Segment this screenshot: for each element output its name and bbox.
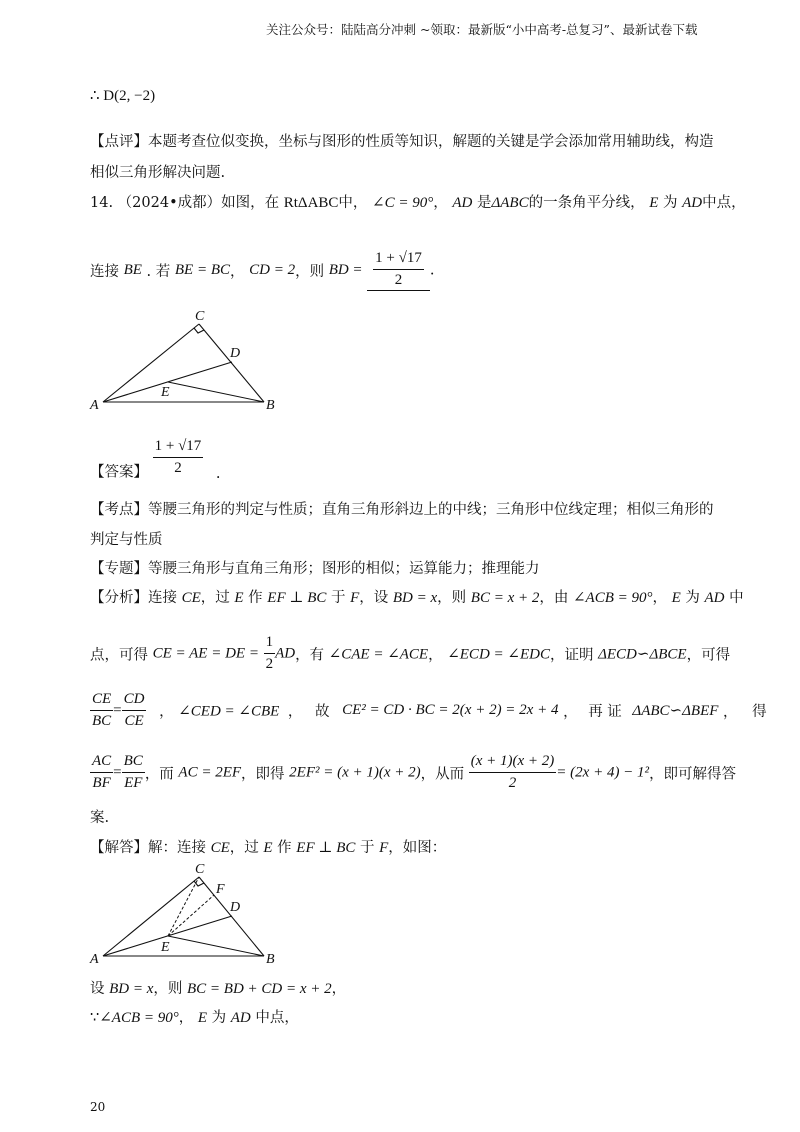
- q-text: ，: [433, 195, 448, 211]
- fx-t: ，由: [539, 590, 569, 606]
- sol-t: 为: [211, 1010, 227, 1026]
- fx-t: 再 证: [588, 704, 622, 721]
- answer-numerator: 1 + √17: [153, 438, 204, 458]
- sol-t: 中点，: [255, 1010, 299, 1026]
- frac-num: (x + 1)(x + 2): [469, 753, 557, 773]
- sol-t: ，: [178, 1010, 194, 1026]
- fx-m: ΔECD∽ΔBCE: [598, 646, 687, 663]
- comment-text: 本题考查位似变换，坐标与图形的性质等知识，解题的关键是学会添加常用辅助线，构造: [148, 134, 714, 150]
- fx-t: ，: [287, 704, 303, 721]
- fx-t: ，: [563, 704, 578, 721]
- solution-line-1: [90, 977, 346, 998]
- fx-m: ΔABC∽ΔBEF: [632, 703, 719, 720]
- q-text: 为: [662, 195, 678, 211]
- fx-t: ，证明: [549, 647, 594, 664]
- solution-line-2: [90, 1006, 299, 1027]
- comment-line-2: 相似三角形解决问题.: [90, 165, 226, 181]
- fx-m: =: [113, 702, 122, 719]
- frac-num: BC: [122, 753, 145, 773]
- fx-m: ∠ACB = 90°: [572, 590, 653, 606]
- fx-m: = (2x + 4) − 1²: [556, 764, 650, 781]
- q-angle-c: ∠C = 90°: [372, 195, 434, 211]
- fx-m: E: [671, 590, 681, 606]
- jd-m: F: [379, 840, 389, 856]
- fx-t: ，过: [200, 590, 230, 606]
- fx-frac-bc-ef: [122, 753, 145, 793]
- fx-t: ，: [428, 647, 443, 664]
- q-text: 如图，在: [221, 195, 280, 211]
- q-tri-rt: RtΔABC: [283, 195, 339, 211]
- fx-m: F: [350, 590, 360, 606]
- fig2-label-b: B: [266, 952, 275, 967]
- figure-2-triangle: [88, 858, 288, 968]
- question-line-1: [90, 191, 746, 212]
- fx-t: ，而: [144, 766, 174, 783]
- fenxi-line-4: [90, 753, 736, 793]
- fx-t: ，则: [437, 590, 467, 606]
- fx-t: ，即可解得答: [649, 766, 737, 783]
- fx-t: ，可得: [686, 647, 731, 664]
- fx-t: ，设: [359, 590, 389, 606]
- fig2-label-a: A: [90, 952, 99, 967]
- frac-den: 2: [508, 775, 517, 792]
- fx-m: E: [234, 590, 244, 606]
- blank-numerator: 1 + √17: [373, 250, 424, 270]
- fx-m: ∠ECD = ∠EDC: [447, 646, 550, 663]
- sol-m: AD: [230, 1010, 251, 1026]
- fx-t: ，: [159, 704, 174, 721]
- q-be: BE: [123, 261, 142, 278]
- fx-m: AC = 2EF: [178, 764, 242, 781]
- jd-t: ，过: [229, 840, 259, 856]
- previous-conclusion: ∴ D(2, −2): [90, 88, 156, 104]
- fenxi-line-5: 案.: [90, 810, 110, 826]
- fx-frac-product: [469, 753, 557, 793]
- kaodian-text: 等腰三角形的判定与性质；直角三角形斜边上的中线；三角形中位线定理；相似三角形的: [148, 502, 714, 518]
- answer-denominator: 2: [174, 460, 182, 477]
- fx-frac-ac-bf: [90, 753, 113, 793]
- fig1-label-d: D: [230, 346, 241, 361]
- sol-m: ∠ACB = 90°: [99, 1010, 179, 1026]
- fig2-label-e: E: [161, 940, 170, 955]
- fx-t: ，即得: [241, 766, 285, 783]
- q-tri-abc: ΔABC: [491, 195, 529, 211]
- zhuanti-text: 等腰三角形与直角三角形；图形的相似；运算能力；推理能力: [148, 561, 540, 577]
- fx-t: 连接: [148, 590, 177, 606]
- jd-t: 作: [277, 840, 292, 856]
- fx-m: 2EF² = (x + 1)(x + 2): [289, 764, 421, 781]
- fx-half: [264, 634, 276, 674]
- fig2-label-f: F: [216, 882, 225, 897]
- q-text: 中，: [338, 195, 368, 211]
- sol-t: 设: [90, 981, 105, 997]
- jd-m: CE: [210, 840, 230, 856]
- fig1-label-c: C: [195, 309, 205, 324]
- fx-t: 得: [752, 704, 767, 721]
- blank-fraction: [373, 250, 424, 290]
- comment-line-1: [90, 130, 714, 151]
- question-number: 14.: [90, 195, 114, 211]
- q-text: 中点，: [702, 195, 746, 211]
- fenxi-line-2: [90, 634, 730, 674]
- sol-t: ∵: [90, 1010, 100, 1026]
- q-text: . 若: [146, 263, 171, 280]
- answer-fraction: [153, 438, 204, 478]
- kaodian-tag: 【考点】: [90, 502, 148, 518]
- fx-t: 故: [315, 704, 330, 721]
- fx-t: 于: [331, 590, 346, 606]
- zhuanti-tag: 【专题】: [90, 561, 148, 577]
- jd-m: E: [263, 840, 273, 856]
- question-line-2: [90, 250, 434, 291]
- fx-m: BC = x + 2: [470, 590, 540, 606]
- q-e: E: [649, 195, 659, 211]
- q-text: 的一条角平分线，: [528, 195, 645, 211]
- fenxi-line-1: [90, 586, 744, 607]
- fx-m: AD: [704, 590, 725, 606]
- answer-end: .: [215, 465, 221, 482]
- fx-t: ，: [723, 704, 738, 721]
- kaodian-line-1: [90, 498, 714, 519]
- comment-tag: 【点评】: [90, 134, 148, 150]
- frac-num: CD: [122, 691, 147, 711]
- fx-t: ，从而: [420, 766, 465, 783]
- fx-t: 点，可得: [90, 647, 148, 664]
- fenxi-line-3: [90, 691, 767, 731]
- q-cond-1: BE = BC: [174, 261, 230, 278]
- jd-t: 于: [360, 840, 375, 856]
- frac-den: BF: [92, 775, 111, 792]
- sol-t: ，则: [153, 981, 183, 997]
- fx-frac-ce-bc: [90, 691, 113, 731]
- jieda-line-1: [90, 836, 446, 857]
- fx-m: ∠CAE = ∠ACE: [328, 646, 429, 663]
- answer-tag: 【答案】: [90, 464, 148, 481]
- q-text: 是: [476, 195, 492, 211]
- jd-m: EF ⊥ BC: [296, 840, 356, 856]
- fx-t: ，: [652, 590, 667, 606]
- q-text: 连接: [90, 263, 119, 280]
- page-number: 20: [90, 1100, 106, 1114]
- blank-denominator: 2: [394, 272, 403, 289]
- frac-den: EF: [124, 775, 143, 792]
- page-header: 关注公众号：陆陆高分冲刺 ~领取：最新版“小中高考-总复习”、最新试卷下载: [266, 22, 698, 37]
- jd-t: 解：连接: [148, 840, 206, 856]
- fx-m: CE: [181, 590, 201, 606]
- q-ad: AD: [452, 195, 473, 211]
- fx-m: CE² = CD · BC = 2(x + 2) = 2x + 4: [342, 702, 559, 719]
- fx-t: 作: [248, 590, 263, 606]
- q-ad2: AD: [682, 195, 703, 211]
- kaodian-line-2: 判定与性质: [90, 532, 163, 548]
- q-text: .: [429, 262, 435, 279]
- q-bd-eq: BD =: [328, 261, 363, 278]
- fx-m: AD: [275, 645, 296, 662]
- frac-den: CE: [124, 713, 144, 730]
- fx-half-num: 1: [264, 634, 276, 654]
- fig1-label-b: B: [266, 398, 275, 413]
- fx-m: =: [113, 764, 122, 781]
- fig1-label-a: A: [90, 398, 99, 413]
- sol-m: E: [197, 1010, 208, 1026]
- q-cond-2: CD = 2: [249, 261, 296, 278]
- fx-t: ，有: [295, 647, 325, 664]
- fig2-label-c: C: [195, 862, 205, 877]
- fx-m: ∠CED = ∠CBE: [178, 703, 280, 720]
- jieda-tag: 【解答】: [90, 840, 148, 856]
- answer-line: [90, 438, 221, 482]
- fig1-label-e: E: [161, 385, 170, 400]
- sol-m: BC = BD + CD = x + 2: [187, 981, 332, 997]
- fenxi-tag: 【分析】: [90, 590, 148, 606]
- zhuanti-line: [90, 557, 540, 578]
- fx-t: 中: [729, 590, 744, 606]
- frac-den: BC: [92, 713, 112, 730]
- jd-t: ，如图：: [388, 840, 447, 856]
- sol-t: ，: [331, 981, 347, 997]
- fig2-label-d: D: [230, 900, 241, 915]
- sol-m: BD = x: [109, 981, 154, 997]
- fx-m: EF ⊥ BC: [267, 590, 327, 606]
- frac-num: CE: [90, 691, 113, 711]
- fx-t: 为: [685, 590, 700, 606]
- q-text: ，则: [295, 263, 325, 280]
- frac-num: AC: [90, 753, 113, 773]
- q-text: ，: [230, 263, 245, 280]
- fx-half-den: 2: [265, 656, 274, 673]
- figure-1-triangle: [88, 305, 288, 415]
- answer-blank: [367, 250, 430, 291]
- fx-frac-cd-ce: [122, 691, 147, 731]
- question-source: （2024•成都）: [117, 195, 222, 211]
- fx-m: BD = x: [392, 590, 438, 606]
- fx-m: CE = AE = DE =: [152, 645, 259, 662]
